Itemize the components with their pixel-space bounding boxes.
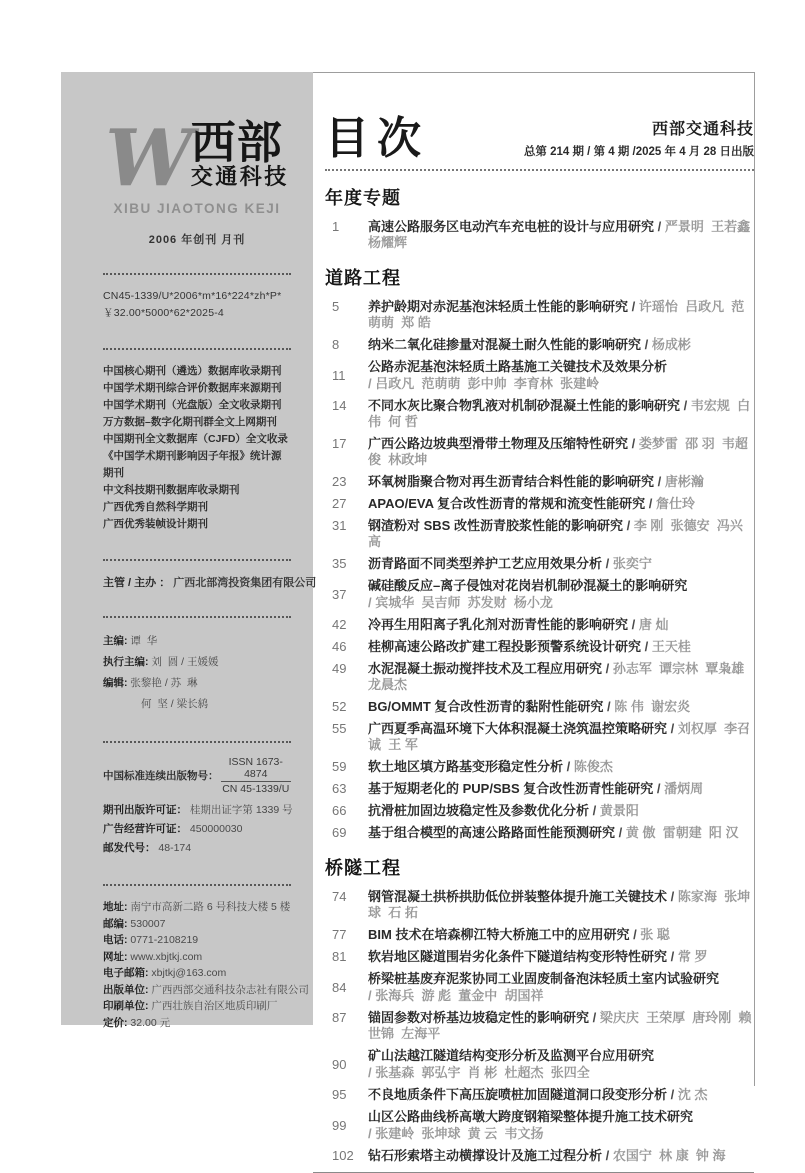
toc-entry	[325, 299, 754, 331]
contact-row	[103, 899, 291, 916]
entry-text	[368, 1048, 754, 1081]
section-title: 道路工程	[325, 268, 401, 288]
section-title: 年度专题	[325, 188, 401, 208]
contact-label: 邮编:	[103, 917, 128, 930]
indexing-list	[103, 363, 291, 533]
contact-label: 电子邮箱:	[103, 967, 149, 980]
entry-title: 钢管混凝土拱桥拱肋低位拼装整体提升施工关键技术	[368, 889, 668, 904]
entry-separator: /	[628, 436, 639, 451]
entry-page-number: 52	[332, 699, 347, 714]
entry-title: 软岩地区隧道围岩劣化条件下隧道结构变形特性研究	[368, 949, 668, 964]
entry-title: 广西公路边坡典型滑带土物理及压缩特性研究	[368, 436, 629, 451]
entry-text	[368, 971, 754, 1004]
entry-page-number: 90	[332, 1056, 347, 1072]
entry-title: 沥青路面不同类型养护工艺应用效果分析	[368, 556, 603, 571]
entry-separator: /	[615, 825, 626, 840]
entry-page-number: 102	[332, 1148, 354, 1163]
toc-entry	[325, 474, 754, 490]
entry-text	[368, 781, 754, 797]
entry-authors: 黄 傲 雷朝建 阳 汉	[625, 825, 739, 840]
entry-authors: 沈 杰	[677, 1087, 708, 1102]
entry-separator: /	[653, 781, 665, 796]
toc-title: 目次	[325, 114, 429, 163]
entry-text	[368, 518, 754, 550]
entry-authors: 潘炳周	[664, 781, 704, 796]
license-value: 48-174	[155, 842, 192, 855]
contact-label: 定价:	[103, 1016, 128, 1029]
journal-logo-name-line1: 西部	[190, 117, 283, 168]
dotted-divider	[103, 616, 291, 618]
license-row	[103, 801, 291, 820]
indexing-item: 广西优秀自然科学期刊	[103, 501, 208, 514]
toc-entry	[325, 518, 754, 550]
entry-authors: 唐 灿	[638, 617, 669, 632]
entry-text	[368, 359, 754, 392]
entry-text	[368, 1148, 754, 1164]
cn-number: CN 45-1339/U	[222, 783, 290, 796]
entry-text	[368, 721, 754, 753]
toc-entry	[325, 398, 754, 430]
entry-page-number: 17	[332, 436, 347, 451]
entry-title: 水泥混凝土振动搅拌技术及工程应用研究	[368, 661, 603, 676]
entry-title: 不同水灰比聚合物乳液对机制砂混凝土性能的影响研究	[368, 398, 681, 413]
editor-row	[103, 673, 291, 694]
licenses-block	[103, 801, 291, 858]
toc-entry	[325, 1087, 754, 1103]
entry-page-number: 84	[332, 979, 347, 995]
contact-value: 广西壮族自治区地质印刷厂	[148, 1000, 278, 1013]
entry-authors: 孙志军 谭宗林 覃枭雄 龙晨杰	[368, 661, 752, 692]
editor-row	[103, 652, 291, 673]
entry-title: 广西夏季高温环境下大体积混凝土浇筑温控策略研究	[368, 721, 668, 736]
entry-page-number: 55	[332, 721, 347, 736]
entry-separator: /	[629, 927, 641, 942]
entry-title: BG/OMMT 复合改性沥青的黏附性能研究	[368, 699, 604, 714]
issn-number: ISSN 1673-4874	[221, 756, 292, 782]
entry-text	[368, 578, 754, 611]
indexing-item: 中国学术期刊（光盘版）全文收录期刊	[103, 399, 282, 412]
toc-entry	[325, 578, 754, 611]
editor-label: 编辑:	[103, 677, 128, 690]
entry-title: 基于组合模型的高速公路路面性能预测研究	[368, 825, 616, 840]
entry-title: 高速公路服务区电动汽车充电桩的设计与应用研究	[368, 219, 655, 234]
contact-label: 印刷单位:	[103, 1000, 149, 1013]
entry-text	[368, 337, 754, 353]
supervisor-line	[103, 574, 317, 590]
toc-sections	[325, 184, 758, 1164]
founding-info: 2006 年创刊 月刊	[148, 234, 246, 247]
journal-name: 西部交通科技	[651, 121, 754, 138]
entry-authors: 詹仕玲	[655, 496, 695, 511]
entry-text	[368, 949, 754, 965]
issue-code-line2: ￥32.00*5000*62*2025-4	[103, 307, 224, 320]
license-row	[103, 820, 291, 839]
license-value: 桂期出证字第 1339 号	[187, 804, 293, 817]
entry-separator: /	[667, 889, 678, 904]
issn-cn-fraction	[221, 756, 292, 795]
indexing-item: 万方数据–数字化期刊群全文上网期刊	[103, 416, 277, 429]
issn-line	[103, 756, 291, 795]
entry-authors: 梁庆庆 王荣厚 唐玲刚 赖世锦 左海平	[368, 1010, 752, 1041]
license-row	[103, 839, 291, 858]
entry-separator: /	[667, 1087, 678, 1102]
editor-value: 何 坚 / 梁长鸫	[141, 698, 209, 711]
entry-authors: 陈 伟 谢宏炎	[614, 699, 691, 714]
toc-entry	[325, 436, 754, 468]
issue-info: 总第 214 期 / 第 4 期 /2025 年 4 月 28 日出版	[523, 146, 754, 158]
contact-row	[103, 1015, 291, 1032]
entry-authors: 黄景阳	[599, 803, 639, 818]
entry-page-number: 23	[332, 474, 347, 489]
entry-title: 钻石形索塔主动横撑设计及施工过程分析	[368, 1148, 603, 1163]
entry-page-number: 14	[332, 398, 347, 413]
entry-title: BIM 技术在培森柳江特大桥施工中的应用研究	[368, 927, 630, 942]
editor-value: 张黎艳 / 苏 琳	[127, 677, 198, 690]
entry-separator: /	[602, 556, 613, 571]
entry-authors: / 张基森 郭弘宇 肖 彬 杜超杰 张四全	[368, 1065, 590, 1080]
entry-text	[368, 556, 754, 572]
editors-block	[103, 631, 291, 715]
entry-page-number: 11	[332, 367, 346, 383]
entry-separator: /	[645, 496, 656, 511]
contact-row	[103, 916, 291, 933]
journal-logo	[103, 113, 291, 204]
sidebar	[61, 72, 317, 1029]
entry-separator: /	[622, 518, 634, 533]
indexing-item: 广西优秀装帧设计期刊	[103, 518, 208, 531]
entry-page-number: 69	[332, 825, 347, 840]
indexing-item: 中国学术期刊综合评价数据库来源期刊	[103, 382, 282, 395]
entry-page-number: 42	[332, 617, 347, 632]
entry-authors: / 张海兵 游 彪 董金中 胡国祥	[368, 988, 544, 1003]
journal-logo-pinyin: XIBU JIAOTONG KEJI	[113, 201, 281, 217]
header-dotted-rule	[325, 169, 754, 171]
entry-title: 碱硅酸反应–离子侵蚀对花岗岩机制砂混凝土的影响研究	[368, 578, 688, 593]
contact-row	[103, 965, 291, 982]
contact-label: 地址:	[103, 901, 128, 914]
toc-entry	[325, 781, 754, 797]
supervisor-label: 主管 / 主办 ：	[103, 577, 171, 590]
entry-authors: 李 刚 张德安 冯兴高	[368, 518, 743, 549]
license-value: 450000030	[187, 823, 243, 836]
entry-text	[368, 639, 754, 655]
journal-logo-name-line2: 交通科技	[190, 164, 289, 189]
toc-entry	[325, 721, 754, 753]
entry-authors: 韦宏规 白 伟 何 哲	[368, 398, 754, 429]
entry-separator: /	[641, 337, 652, 352]
toc-entry	[325, 617, 754, 633]
toc-entry	[325, 359, 754, 392]
toc-entry	[325, 1148, 754, 1164]
toc-entry	[325, 949, 754, 965]
supervisor-value: 广西北部湾投资集团有限公司	[173, 577, 317, 590]
entry-authors: 王天桂	[651, 639, 691, 654]
toc-entry	[325, 699, 754, 715]
toc-entry	[325, 825, 754, 841]
entry-text	[368, 1087, 754, 1103]
entry-separator: /	[628, 617, 639, 632]
entry-page-number: 95	[332, 1087, 347, 1102]
entry-page-number: 99	[332, 1117, 347, 1133]
entry-authors: 唐彬瀚	[664, 474, 704, 489]
entry-title: 桂柳高速公路改扩建工程投影预警系统设计研究	[368, 639, 642, 654]
entry-text	[368, 398, 754, 430]
toc-header-right	[524, 116, 754, 161]
contact-row	[103, 982, 309, 999]
entry-title: 矿山法越江隧道结构变形分析及监测平台应用研究	[368, 1048, 655, 1063]
indexing-item: 中文科技期刊数据库收录期刊	[103, 484, 240, 497]
toc-entry	[325, 496, 754, 512]
entry-title: APAO/EVA 复合改性沥青的常规和流变性能研究	[368, 496, 646, 511]
contact-row	[103, 998, 291, 1015]
entry-title: 抗滑桩加固边坡稳定性及参数优化分析	[368, 803, 590, 818]
entry-separator: /	[654, 219, 665, 234]
entry-separator: /	[667, 949, 678, 964]
entry-authors: 农国宁 林 康 钟 海	[612, 1148, 726, 1163]
entry-authors: / 吕政凡 范萌萌 彭中帅 李育林 张建岭	[368, 376, 600, 391]
toc-entry	[325, 556, 754, 572]
contact-value: xbjtkj@163.com	[148, 967, 227, 980]
entry-separator: /	[680, 398, 691, 413]
entry-page-number: 31	[332, 518, 347, 533]
entry-separator: /	[563, 759, 574, 774]
toc-entry	[325, 337, 754, 353]
contact-label: 网址:	[103, 950, 128, 963]
entry-separator: /	[603, 699, 615, 714]
contact-value: 32.00 元	[127, 1016, 171, 1029]
entry-separator: /	[667, 721, 678, 736]
dotted-divider	[103, 273, 291, 275]
entry-title: 桥梁桩基废弃泥浆协同工业固废制备泡沫轻质土室内试验研究	[368, 971, 720, 986]
entry-separator: /	[628, 299, 639, 314]
entry-authors: 严景明 王若鑫 杨耀辉	[368, 219, 758, 250]
entry-authors: 娄梦雷 邵 羽 韦超俊 林政坤	[368, 436, 748, 467]
license-label: 期刊出版许可证：	[103, 804, 187, 817]
toc-entry	[325, 889, 754, 921]
entry-page-number: 74	[332, 889, 347, 904]
entry-page-number: 59	[332, 759, 347, 774]
indexing-item: 中国期刊全文数据库（CJFD）全文收录	[103, 433, 288, 446]
toc-entry	[325, 1048, 754, 1081]
contact-block	[103, 899, 309, 1031]
editor-row	[103, 631, 291, 652]
license-label: 邮发代号：	[103, 842, 156, 855]
entry-text	[368, 496, 754, 512]
entry-title: 山区公路曲线桥高墩大跨度钢箱梁整体提升施工技术研究	[368, 1109, 694, 1124]
entry-authors: 陈家海 张坤球 石 拓	[368, 889, 751, 920]
entry-separator: /	[602, 1148, 613, 1163]
contact-label: 出版单位:	[103, 983, 149, 996]
toc-entry	[325, 759, 754, 775]
journal-logo-w-mark: W	[105, 113, 189, 204]
entry-title: 冷再生用阳离子乳化剂对沥青性能的影响研究	[368, 617, 629, 632]
indexing-item: 中国核心期刊（遴选）数据库收录期刊	[103, 365, 282, 378]
entry-authors: / 宾城华 吴吉师 苏发财 杨小龙	[368, 595, 553, 610]
entry-text	[368, 825, 754, 841]
entry-text	[368, 1109, 754, 1142]
contact-value: 530007	[127, 917, 166, 930]
entry-text	[368, 699, 754, 715]
toc-entry	[325, 971, 754, 1004]
dotted-divider	[103, 559, 291, 561]
entry-authors: 张奕宁	[612, 556, 652, 571]
entry-text	[368, 803, 754, 819]
entry-page-number: 8	[332, 337, 340, 352]
entry-title: 不良地质条件下高压旋喷桩加固隧道洞口段变形分析	[368, 1087, 668, 1102]
entry-title: 锚固参数对桥基边坡稳定性的影响研究	[368, 1010, 590, 1025]
entry-separator: /	[589, 1010, 600, 1025]
entry-text	[368, 617, 754, 633]
toc-entry	[325, 639, 754, 655]
entry-separator: /	[654, 474, 665, 489]
entry-title: 基于短期老化的 PUP/SBS 复合改性沥青性能研究	[368, 781, 654, 796]
entry-authors: / 张建岭 张坤球 黄 云 韦文扬	[368, 1126, 544, 1141]
entry-text	[368, 759, 754, 775]
contact-label: 电话:	[103, 934, 128, 947]
entry-authors: 张 聪	[640, 927, 670, 942]
entry-text	[368, 219, 758, 251]
entry-page-number: 46	[332, 639, 347, 654]
toc-entry	[325, 1010, 754, 1042]
entry-authors: 许瑶怡 吕政凡 范萌萌 郑 皓	[368, 299, 745, 330]
entry-text	[368, 436, 754, 468]
license-label: 广告经营许可证：	[103, 823, 187, 836]
entry-text	[368, 474, 754, 490]
entry-authors: 陈俊杰	[573, 759, 613, 774]
toc-column	[325, 114, 758, 1173]
entry-authors: 杨成彬	[651, 337, 691, 352]
entry-page-number: 37	[332, 586, 347, 602]
entry-title: 环氧树脂聚合物对再生沥青结合料性能的影响研究	[368, 474, 655, 489]
entry-page-number: 77	[332, 927, 347, 942]
contact-row	[103, 949, 291, 966]
entry-text	[368, 889, 754, 921]
toc-entry	[325, 219, 758, 251]
toc-entry	[325, 1109, 754, 1142]
entry-title: 钢渣粉对 SBS 改性沥青胶浆性能的影响研究	[368, 518, 623, 533]
entry-title: 软土地区填方路基变形稳定性分析	[368, 759, 564, 774]
editor-value: 谭 华	[127, 635, 158, 648]
entry-page-number: 49	[332, 661, 347, 676]
entry-page-number: 63	[332, 781, 347, 796]
entry-authors: 常 罗	[677, 949, 708, 964]
contact-value: 广西西部交通科技杂志社有限公司	[148, 983, 309, 996]
indexing-item: 《中国学术期刊影响因子年报》统计源期刊	[103, 450, 282, 480]
editor-value: 刘 圆 / 王媛媛	[148, 656, 219, 669]
entry-separator: /	[641, 639, 652, 654]
toc-header	[325, 116, 754, 161]
entry-page-number: 5	[332, 299, 340, 314]
dotted-divider	[103, 348, 291, 350]
editor-label	[103, 698, 141, 710]
dotted-divider	[103, 884, 291, 886]
entry-authors: 刘权厚 李召诚 王 军	[368, 721, 751, 752]
editor-label: 执行主编:	[103, 656, 149, 669]
entry-page-number: 66	[332, 803, 347, 818]
entry-page-number: 35	[332, 556, 347, 571]
entry-title: 养护龄期对赤泥基泡沫轻质土性能的影响研究	[368, 299, 629, 314]
entry-page-number: 81	[332, 949, 347, 964]
editor-row	[103, 694, 291, 715]
contact-value: www.xbjtkj.com	[127, 950, 203, 963]
toc-entry	[325, 803, 754, 819]
toc-entry	[325, 927, 754, 943]
entry-title: 纳米二氧化硅掺量对混凝土耐久性能的影响研究	[368, 337, 642, 352]
toc-entry	[325, 661, 754, 693]
contact-value: 0771-2108219	[127, 934, 199, 947]
entry-separator: /	[589, 803, 600, 818]
issn-label: 中国标准连续出版物号：	[103, 770, 219, 783]
entry-page-number: 87	[332, 1010, 347, 1025]
section-title: 桥隧工程	[325, 858, 401, 878]
entry-text	[368, 1010, 754, 1042]
dotted-divider	[103, 741, 291, 743]
issue-code-line1: CN45-1339/U*2006*m*16*224*zh*P*	[103, 290, 282, 303]
contact-value: 南宁市高新二路 6 号科技大楼 5 楼	[127, 901, 291, 914]
entry-separator: /	[602, 661, 613, 676]
entry-title: 公路赤泥基泡沫轻质土路基施工关键技术及效果分析	[368, 359, 668, 374]
editor-label: 主编:	[103, 635, 128, 648]
entry-page-number: 27	[332, 496, 347, 511]
entry-text	[368, 299, 754, 331]
entry-text	[368, 661, 754, 693]
contact-row	[103, 932, 291, 949]
entry-page-number: 1	[332, 219, 340, 234]
entry-text	[368, 927, 754, 943]
